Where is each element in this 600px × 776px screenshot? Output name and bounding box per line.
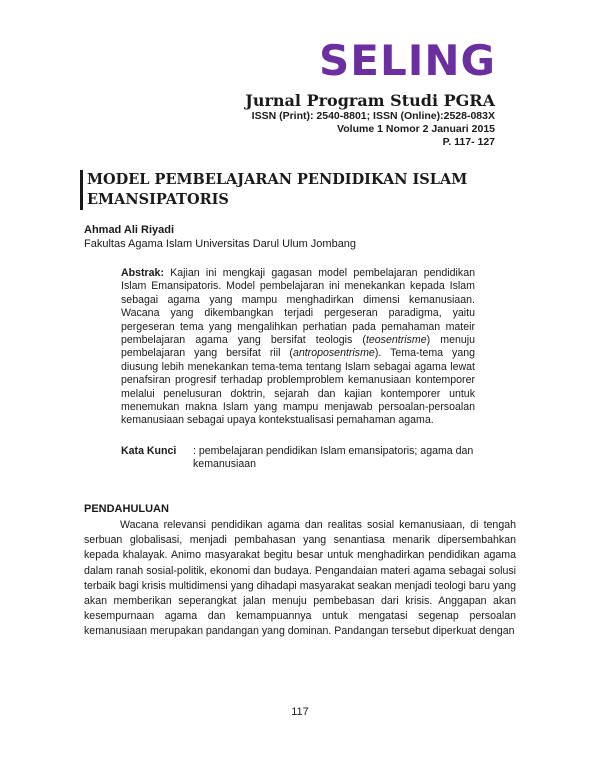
page-number: 117 [291, 706, 309, 718]
title-line-1: MODEL PEMBELAJARAN PENDIDIKAN ISLAM [87, 171, 468, 188]
abstract-text-c: ). Tema-tema yang diusung lebih menekankan tema-tema tentang Islam sebagai agama lewat penafsiran progresif terhadap problemproblem kemanusiaan kontemporer melalui penelusuran doktrin, sejarah dan kajian kontemporer untuk menemukan makna Islam yang mampu menjawab persoalan-persoalan kemanusiaan sebagai upaya kontekstualisasi pemahaman agama. [121, 347, 476, 427]
section-heading: PENDAHULUAN [84, 503, 169, 515]
journal-name: Jurnal Program Studi PGRA [245, 91, 495, 110]
keywords-text: : pembelajaran pendidikan Islam emansipatoris; agama dan kemanusiaan [193, 445, 474, 471]
page-range: P. 117- 127 [442, 136, 495, 148]
keywords [121, 445, 475, 472]
article-title [80, 170, 467, 210]
abstract-text-b: ) menuju pembelajaran yang bersifat riil ( [121, 334, 476, 360]
issn-line: ISSN (Print): 2540-8801; ISSN (Online):2528-083X [251, 110, 495, 122]
abstract-term-antroposentrisme: antroposentrisme [292, 347, 375, 360]
keywords-label: Kata Kunci [121, 445, 177, 457]
abstract-text-a: Kajian ini mengkaji gagasan model pembelajaran pendidikan Islam Emansipatoris. Model pembelajaran ini menekankan kepada Islam sebagai agama yang mampu menghadirkan dimensi kemanusiaan. Wacana yang dikembangkan terjadi pergeseran paradigma, yaitu pergeseran tema yang mengalihkan perhatian pada pemahaman mateir pembelajaran agama yang bersifat teologis ( [121, 267, 475, 347]
journal-logo: SELING [319, 36, 496, 85]
title-line-2: EMANSIPATORIS [87, 191, 229, 208]
author-name: Ahmad Ali Riyadi [84, 224, 175, 236]
volume-line: Volume 1 Nomor 2 Januari 2015 [337, 123, 495, 135]
author-affiliation: Fakultas Agama Islam Universitas Darul Ulum Jombang [84, 238, 357, 250]
abstract-label: Abstrak: [121, 267, 164, 279]
body-paragraph: Wacana relevansi pendidikan agama dan realitas sosial kemanusiaan, di tengah serbuan globalisasi, menjadi pembahasan yang senantiasa menarik dipersembahkan kepada khalayak. Animo masyarakat begitu besar untuk menghadirkan pendidikan agama dalam ranah sosial-politik, ekonomi dan budaya. Pengandaian materi agama sebagai solusi terbaik bagi krisis multidimensi yang dihadapi masyarakat seakan menjadi teologi baru yang akan memberikan seperangkat jalan menuju pembebasan dari krisis. Anggapan akan kesempurnaan agama dan kemampuannya untuk mengatasi segenap persoalan kemanusiaan merupakan pandangan yang dominan. Pandangan tersebut diperkuat dengan [84, 519, 516, 638]
abstract [121, 267, 475, 428]
abstract-term-teosentrisme: teosentrisme [365, 334, 427, 347]
